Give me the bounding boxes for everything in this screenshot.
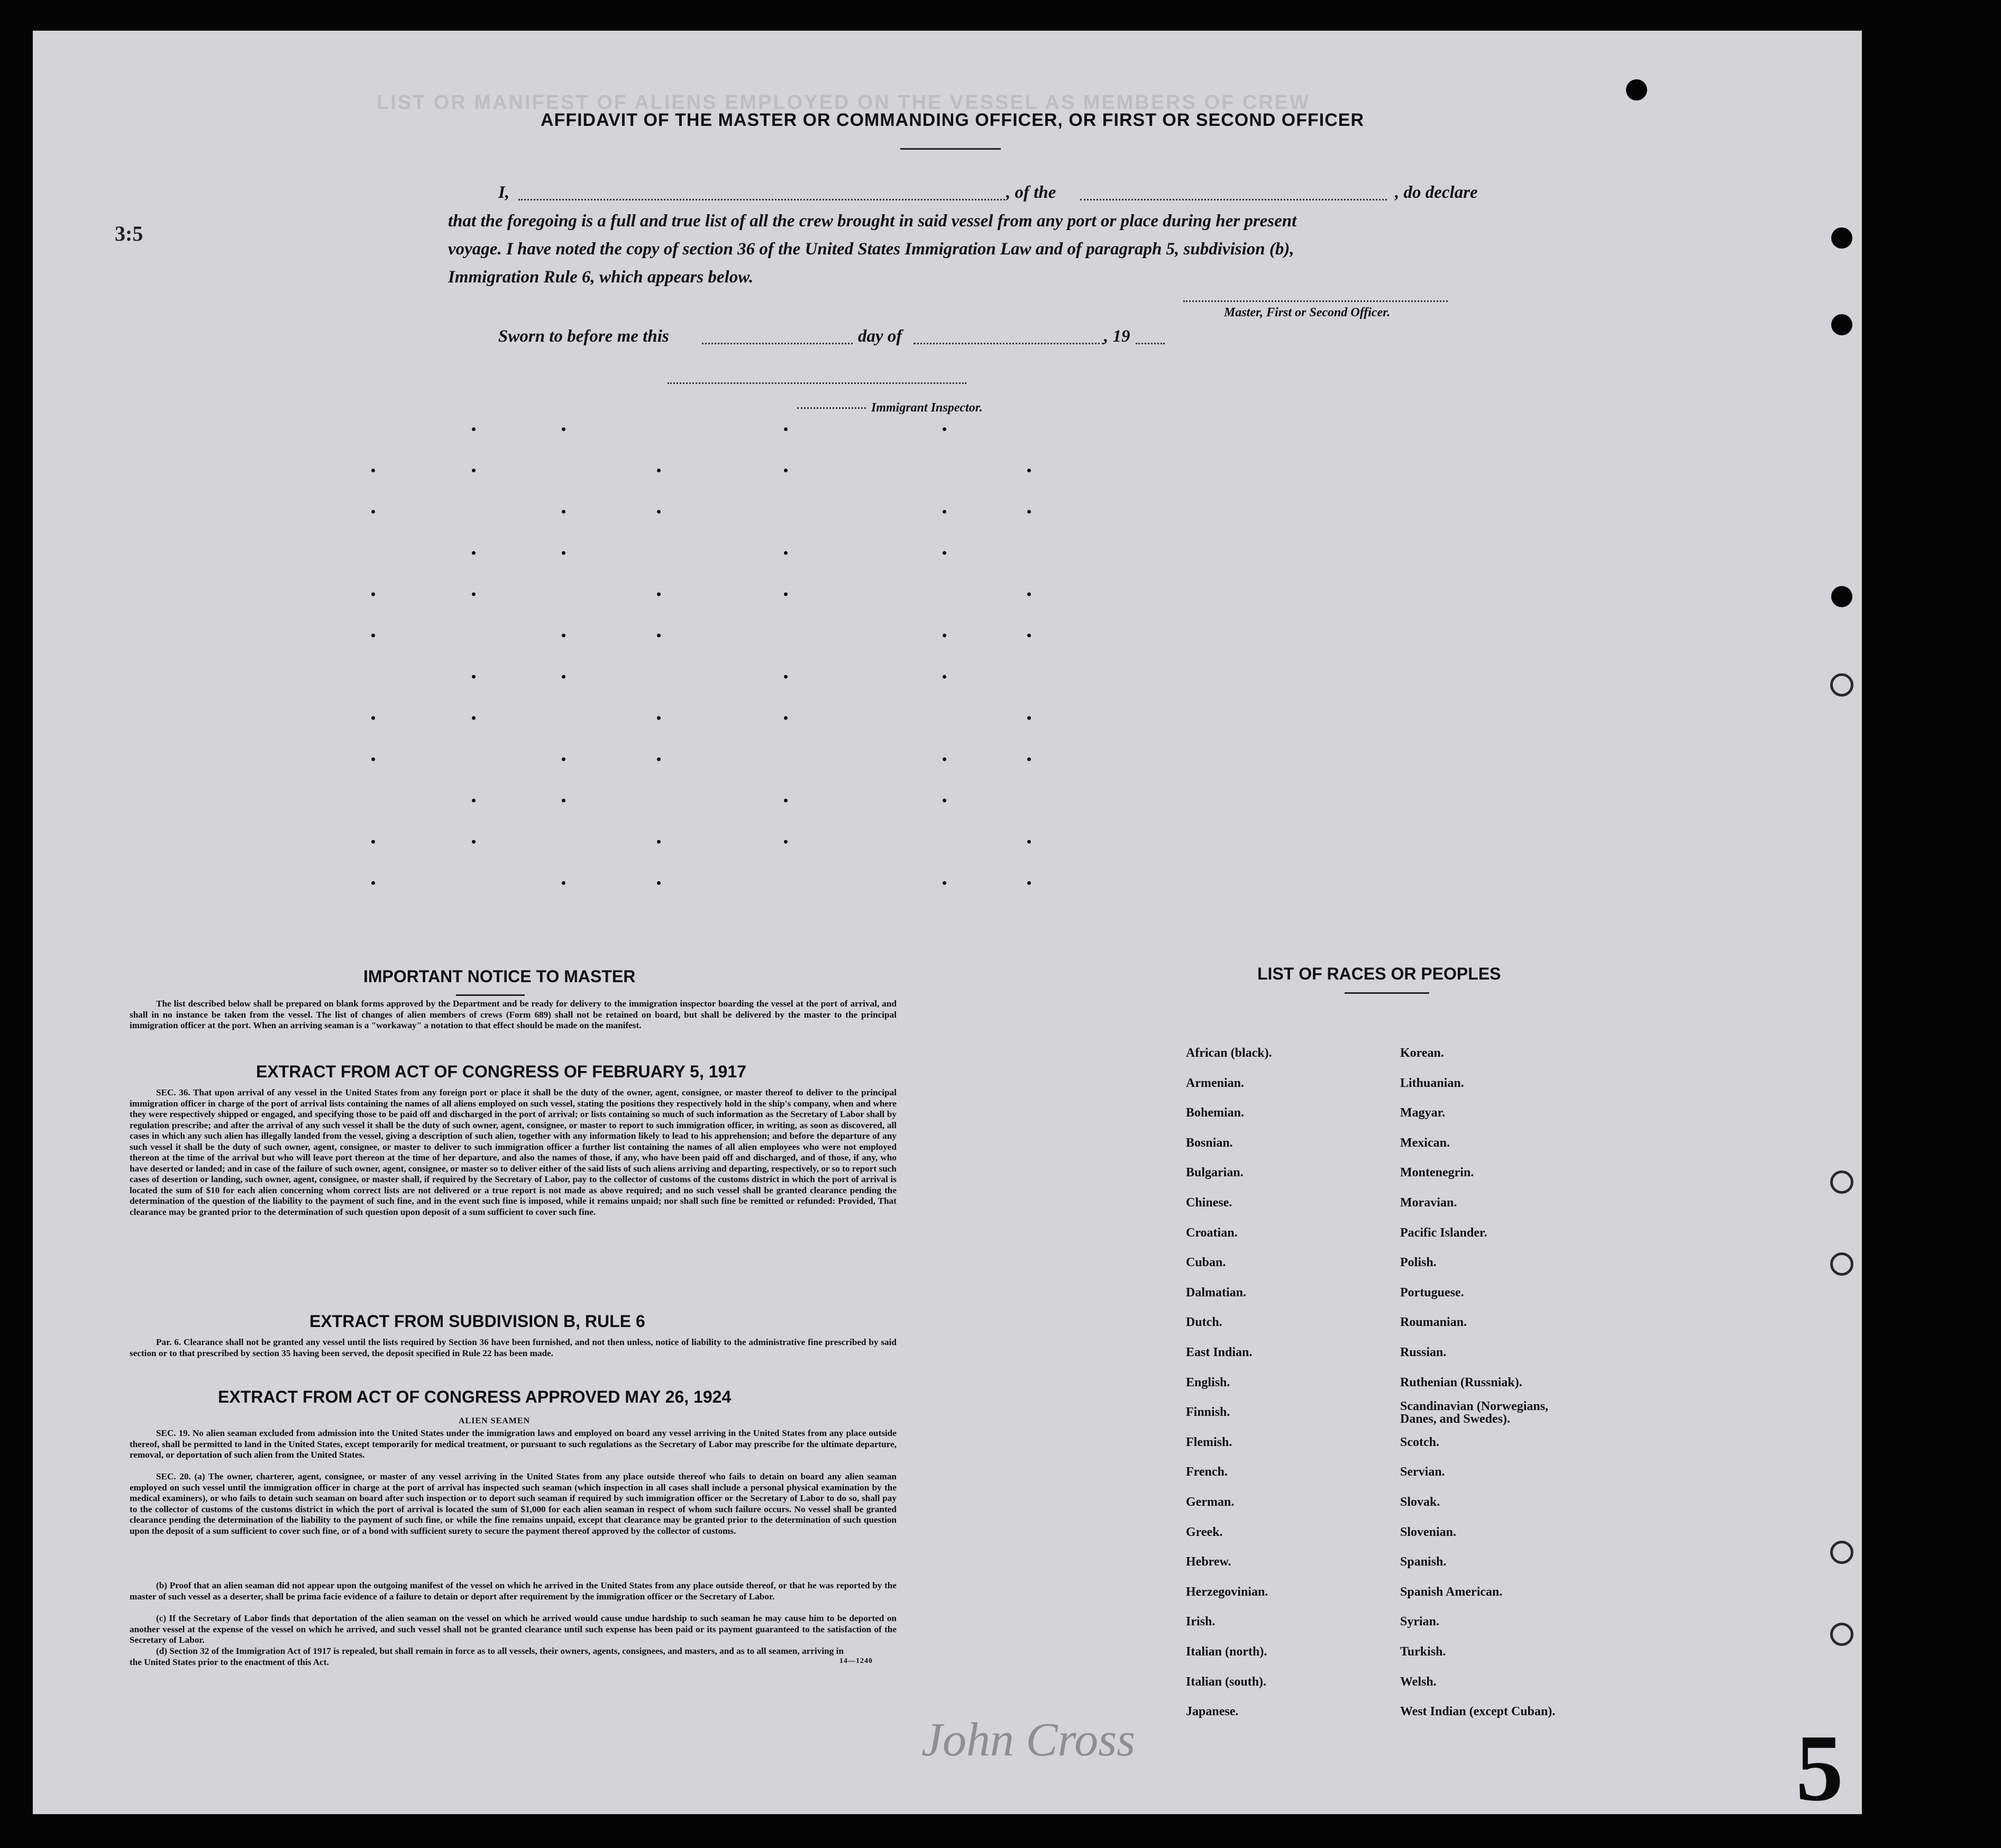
margin-mark: 3:5 bbox=[115, 222, 143, 245]
race-item: Portuguese. bbox=[1400, 1285, 1464, 1300]
sworn-day-of: day of bbox=[858, 327, 902, 346]
stray-dot bbox=[472, 427, 476, 431]
stray-dot bbox=[562, 799, 565, 802]
affidavit-line-2: that the foregoing is a full and true list of all the crew brought in said vessel from any port or place during her present bbox=[448, 212, 1297, 231]
race-item: Hebrew. bbox=[1186, 1555, 1231, 1569]
sec-20c: (c) If the Secretary of Labor finds that deportation of the alien seaman on the vessel on which he arrived would cause undue hardship to such seaman he may cause him to be deported on another vessel at the expense of the vessel on which he arrived, and such vessel shall not be granted clearance until such expense has been paid or its payment guaranteed to the satisfaction of the Secretary of Labor. bbox=[130, 1613, 897, 1645]
race-item: Pacific Islander. bbox=[1400, 1225, 1487, 1240]
race-item: Montenegrin. bbox=[1400, 1166, 1474, 1180]
stray-dot bbox=[657, 757, 661, 761]
stray-dot bbox=[562, 634, 565, 637]
stray-dot bbox=[943, 675, 946, 679]
sworn-year-blank bbox=[1136, 343, 1165, 344]
extract-rule6-body: Par. 6. Clearance shall not be granted any vessel until the lists required by Section 36 have been furnished, and not then unless, notice of liability to the administrative fine prescribed by said section or to that prescribed by section 35 having been served, the deposit specified in Rule 22 has been made. bbox=[130, 1337, 897, 1358]
race-item: Mexican. bbox=[1400, 1136, 1450, 1150]
stray-dot bbox=[1027, 510, 1031, 514]
stray-dot bbox=[371, 634, 375, 637]
affidavit-i: I, bbox=[498, 183, 510, 202]
race-item: Roumanian. bbox=[1400, 1315, 1467, 1330]
punch-hole-icon bbox=[1830, 673, 1853, 697]
race-item: Moravian. bbox=[1400, 1196, 1457, 1210]
race-item: Slovenian. bbox=[1400, 1525, 1457, 1539]
sec-19: SEC. 19. No alien seaman excluded from admission into the United States under the immigration laws and employed on board any vessel arriving in the United States from any place outside thereof, shall be permitted to land in the United States, except temporarily for medical treatment, or pursuant to such regulations as the Secretary of Labor may prescribe for the ultimate departure, removal, or deportation of such alien from the United States. bbox=[130, 1428, 897, 1460]
race-item: Polish. bbox=[1400, 1256, 1437, 1270]
extract-1924-title: EXTRACT FROM ACT OF CONGRESS APPROVED MAY 26, 1924 bbox=[218, 1387, 732, 1406]
race-item: African (black). bbox=[1186, 1046, 1272, 1060]
race-item: Dalmatian. bbox=[1186, 1285, 1246, 1300]
name-blank-line bbox=[518, 199, 1005, 200]
race-item: Japanese. bbox=[1186, 1705, 1239, 1719]
race-item: Servian. bbox=[1400, 1465, 1445, 1479]
punch-hole-icon bbox=[1831, 314, 1852, 335]
stray-dot bbox=[1027, 634, 1031, 637]
race-item: Scandinavian (Norwegians, Danes, and Swedes). bbox=[1400, 1399, 1549, 1426]
inspector-label: Immigrant Inspector. bbox=[871, 401, 983, 415]
affidavit-title: AFFIDAVIT OF THE MASTER OR COMMANDING OFFICER, OR FIRST OR SECOND OFFICER bbox=[541, 110, 1364, 130]
stray-dot bbox=[1027, 757, 1031, 761]
race-item: Finnish. bbox=[1186, 1405, 1230, 1420]
stray-dot bbox=[472, 592, 476, 596]
race-item: Turkish. bbox=[1400, 1645, 1446, 1659]
stray-dot bbox=[562, 551, 565, 555]
stray-dot bbox=[943, 510, 946, 514]
stray-dot bbox=[371, 881, 375, 885]
stray-dot bbox=[943, 799, 946, 802]
stray-dot bbox=[371, 840, 375, 844]
stray-dot bbox=[657, 510, 661, 514]
race-item: Welsh. bbox=[1400, 1675, 1437, 1689]
stray-dot bbox=[1027, 840, 1031, 844]
stray-dot bbox=[1027, 592, 1031, 596]
affidavit-line-3: voyage. I have noted the copy of section 36 of the United States Immigration Law and of paragraph 5, subdivision (b), bbox=[448, 240, 1294, 259]
stray-dot bbox=[562, 881, 565, 885]
stray-dot bbox=[562, 427, 565, 431]
stray-dot bbox=[371, 757, 375, 761]
stray-dot bbox=[784, 840, 788, 844]
stray-dot bbox=[371, 510, 375, 514]
sec-20d: (d) Section 32 of the Immigration Act of 1917 is repealed, but shall remain in force as to all vessels, their owners, agents, consignees, and masters, and as to all seamen, arriving in the United States prior to the enactment of this Act. bbox=[130, 1646, 844, 1667]
page-number: 5 bbox=[1796, 1715, 1843, 1814]
stray-dot bbox=[784, 551, 788, 555]
punch-hole-icon bbox=[1831, 586, 1852, 607]
sec-20b: (b) Proof that an alien seaman did not appear upon the outgoing manifest of the vessel on which he arrived in the United States from any place outside thereof, or that he was reported by the master of such vessel as a deserter, shall be prima facie evidence of a failure to detain or deport after requirement by the immigration officer or the Secretary of Labor. bbox=[130, 1580, 897, 1602]
race-item: Herzegovinian. bbox=[1186, 1585, 1268, 1599]
stray-dot bbox=[472, 469, 476, 472]
sec-20a: SEC. 20. (a) The owner, charterer, agent, consignee, or master of any vessel arriving in the United States from any place outside thereof who fails to detain on board any alien seaman employed on such vessel until the immigration officer in charge at the port of arrival has inspected such seaman (which inspection in all cases shall include a personal physical examination by the medical examiners), or who fails to detain such seaman on board after such inspection or to deport such seaman if required by such immigration officer or the Secretary of Labor to do so, shall pay to the collector of customs of the customs district in which the port of arrival is located the sum of $1,000 for each alien seaman in respect of whom such failure occurs. No vessel shall be granted clearance pending the determination of the liability to the payment of such fine, or while the fine remains unpaid, except that clearance may be granted prior to the determination of such question upon the deposit of a sum sufficient to cover such fine, or of a bond with sufficient surety to secure the payment thereof approved by the collector of customs. bbox=[130, 1471, 897, 1536]
extract-rule6-title: EXTRACT FROM SUBDIVISION B, RULE 6 bbox=[309, 1312, 645, 1331]
stray-dot bbox=[657, 840, 661, 844]
race-item: Scotch. bbox=[1400, 1435, 1439, 1449]
race-item: Cuban. bbox=[1186, 1256, 1226, 1270]
stray-dot bbox=[657, 634, 661, 637]
stray-dot bbox=[472, 840, 476, 844]
stray-dot bbox=[943, 757, 946, 761]
race-item: Slovak. bbox=[1400, 1495, 1440, 1509]
stray-dot bbox=[784, 427, 788, 431]
punch-hole-icon bbox=[1830, 1541, 1853, 1564]
stray-dot bbox=[657, 469, 661, 472]
stray-dot bbox=[1027, 881, 1031, 885]
affidavit-line-4: Immigration Rule 6, which appears below. bbox=[448, 268, 754, 287]
race-item: Dutch. bbox=[1186, 1315, 1222, 1330]
race-item: Armenian. bbox=[1186, 1076, 1244, 1090]
stray-dot bbox=[943, 881, 946, 885]
race-item: Greek. bbox=[1186, 1525, 1223, 1539]
notice-underline bbox=[456, 994, 525, 996]
stray-dot bbox=[562, 510, 565, 514]
race-item: Syrian. bbox=[1400, 1615, 1440, 1629]
stray-dot bbox=[943, 634, 946, 637]
handwritten-signature: John Cross bbox=[921, 1714, 1136, 1766]
inspector-signature-line bbox=[668, 382, 966, 384]
race-item: Flemish. bbox=[1186, 1435, 1232, 1449]
race-item: Spanish. bbox=[1400, 1555, 1447, 1569]
inspector-short-line bbox=[797, 407, 866, 409]
notice-body: The list described below shall be prepared on blank forms approved by the Department and be ready for delivery to the immigration inspector boarding the vessel at the port of arrival, and shall in no instance be taken from the vessel. The list of changes of alien members of crews (Form 689) shall not be retained on board, but shall be delivered by the master to the principal immigration officer at the port. When an arriving seaman is a "workaway" a notation to that effect should be made on the manifest. bbox=[130, 999, 897, 1030]
stray-dot bbox=[657, 881, 661, 885]
race-item: Italian (north). bbox=[1186, 1645, 1267, 1659]
stray-dot bbox=[472, 799, 476, 802]
race-item: Chinese. bbox=[1186, 1196, 1232, 1210]
stray-dot bbox=[371, 716, 375, 720]
stray-dot bbox=[1027, 716, 1031, 720]
stray-dot bbox=[657, 592, 661, 596]
sworn-day-blank bbox=[702, 343, 853, 344]
master-signature-line bbox=[1183, 300, 1448, 302]
race-item: Ruthenian (Russniak). bbox=[1400, 1375, 1522, 1389]
race-item: Lithuanian. bbox=[1400, 1076, 1464, 1090]
race-item: West Indian (except Cuban). bbox=[1400, 1705, 1556, 1719]
stray-dot bbox=[657, 716, 661, 720]
notice-title: IMPORTANT NOTICE TO MASTER bbox=[363, 967, 636, 986]
race-item: Korean. bbox=[1400, 1046, 1444, 1060]
punch-hole-icon bbox=[1626, 79, 1647, 100]
stray-dot bbox=[562, 675, 565, 679]
stray-dot bbox=[1027, 469, 1031, 472]
stray-dot bbox=[943, 427, 946, 431]
master-signature-label: Master, First or Second Officer. bbox=[1224, 306, 1391, 319]
form-number: 14—1240 bbox=[839, 1657, 873, 1665]
race-item: Croatian. bbox=[1186, 1225, 1238, 1240]
race-item: English. bbox=[1186, 1375, 1230, 1389]
stray-dot bbox=[943, 551, 946, 555]
race-item: Italian (south). bbox=[1186, 1675, 1267, 1689]
race-item: German. bbox=[1186, 1495, 1235, 1509]
title-underline bbox=[900, 148, 1001, 150]
stray-dot bbox=[784, 716, 788, 720]
stray-dot bbox=[472, 551, 476, 555]
stray-dot bbox=[784, 469, 788, 472]
punch-hole-icon bbox=[1830, 1252, 1853, 1276]
stray-dot bbox=[472, 716, 476, 720]
extract-1917-body: SEC. 36. That upon arrival of any vessel in the United States from any foreign port or place it shall be the duty of the owner, agent, consignee, or master thereof to deliver to the principal immigration officer in charge of the port of arrival lists containing the names of all aliens employed on such vessel, stating the positions they respectively hold in the ship's company, when and where they were respectively shipped or engaged, and specifying those to be paid off and discharged in the port of arrival; or lists containing so much of such information as the Secretary of Labor shall by regulation prescribe; and after the arrival of any such vessel it shall be the duty of such owner, agent, consignee, or master to report to such immigration officer, in writing, as soon as discovered, all cases in which any such alien has illegally landed from the vessel, giving a description of such alien, together with any information likely to lead to his apprehension; and before the departure of any such vessel it shall be the duty of such owner, agent, consignee, or master to deliver to such immigration officer a further list containing the names of all alien employees who were not employed thereon at the time of the arrival but who will leave port thereon at the time of her departure, and also the names of those, if any, who have been paid off and discharged, and of those, if any, who have deserted or landed; and in case of the failure of such owner, agent, consignee, or master so to deliver either of the said lists of such aliens arriving and departing, respectively, or so to report such cases of desertion or landing, such owner, agent, consignee, or master shall, if required by the Secretary of Labor, pay to the collector of customs of the customs district in which the port of arrival is located the sum of $10 for each alien concerning whom correct lists are not delivered or a true report is not made as above required; and no such vessel shall be granted clearance pending the determination of the question of the liability to the payment of such fine, and in the event such fine is imposed, while it remains unpaid; nor shall such fine be remitted or refunded: Provided, That clearance may be granted prior to the determination of such question upon deposit of a sum sufficient to cover such fine. bbox=[130, 1087, 897, 1217]
race-item: Magyar. bbox=[1400, 1106, 1446, 1120]
race-item: Spanish American. bbox=[1400, 1585, 1503, 1599]
sworn-prefix: Sworn to before me this bbox=[498, 327, 669, 346]
race-item: Bosnian. bbox=[1186, 1136, 1233, 1150]
race-item: Russian. bbox=[1400, 1346, 1447, 1359]
punch-hole-icon bbox=[1830, 1623, 1853, 1646]
extract-1924-subtitle: ALIEN SEAMEN bbox=[459, 1416, 531, 1425]
vessel-blank-line bbox=[1080, 199, 1387, 200]
race-item: Bulgarian. bbox=[1186, 1166, 1244, 1180]
stray-dot bbox=[784, 592, 788, 596]
manifest-sheet bbox=[33, 31, 1862, 1814]
stray-dot bbox=[784, 799, 788, 802]
bleed-through-header: LIST OR MANIFEST OF ALIENS EMPLOYED ON THE VESSEL AS MEMBERS OF CREW bbox=[377, 92, 1310, 114]
stray-dot bbox=[472, 675, 476, 679]
race-item: Bohemian. bbox=[1186, 1106, 1245, 1120]
race-item: French. bbox=[1186, 1465, 1228, 1479]
affidavit-declare: , do declare bbox=[1395, 183, 1478, 202]
stray-dot bbox=[371, 469, 375, 472]
extract-1917-title: EXTRACT FROM ACT OF CONGRESS OF FEBRUARY 5, 1917 bbox=[256, 1062, 746, 1081]
affidavit-of-the: , of the bbox=[1006, 183, 1056, 202]
stray-dot bbox=[784, 675, 788, 679]
punch-hole-icon bbox=[1831, 227, 1852, 249]
race-item: East Indian. bbox=[1186, 1346, 1253, 1359]
races-title: LIST OF RACES OR PEOPLES bbox=[1257, 964, 1501, 983]
stray-dot bbox=[562, 757, 565, 761]
race-item: Irish. bbox=[1186, 1615, 1216, 1629]
races-underline bbox=[1345, 992, 1429, 994]
stray-dot bbox=[371, 592, 375, 596]
sworn-year: , 19 bbox=[1104, 327, 1130, 346]
sworn-month-blank bbox=[913, 343, 1104, 344]
punch-hole-icon bbox=[1830, 1170, 1853, 1194]
